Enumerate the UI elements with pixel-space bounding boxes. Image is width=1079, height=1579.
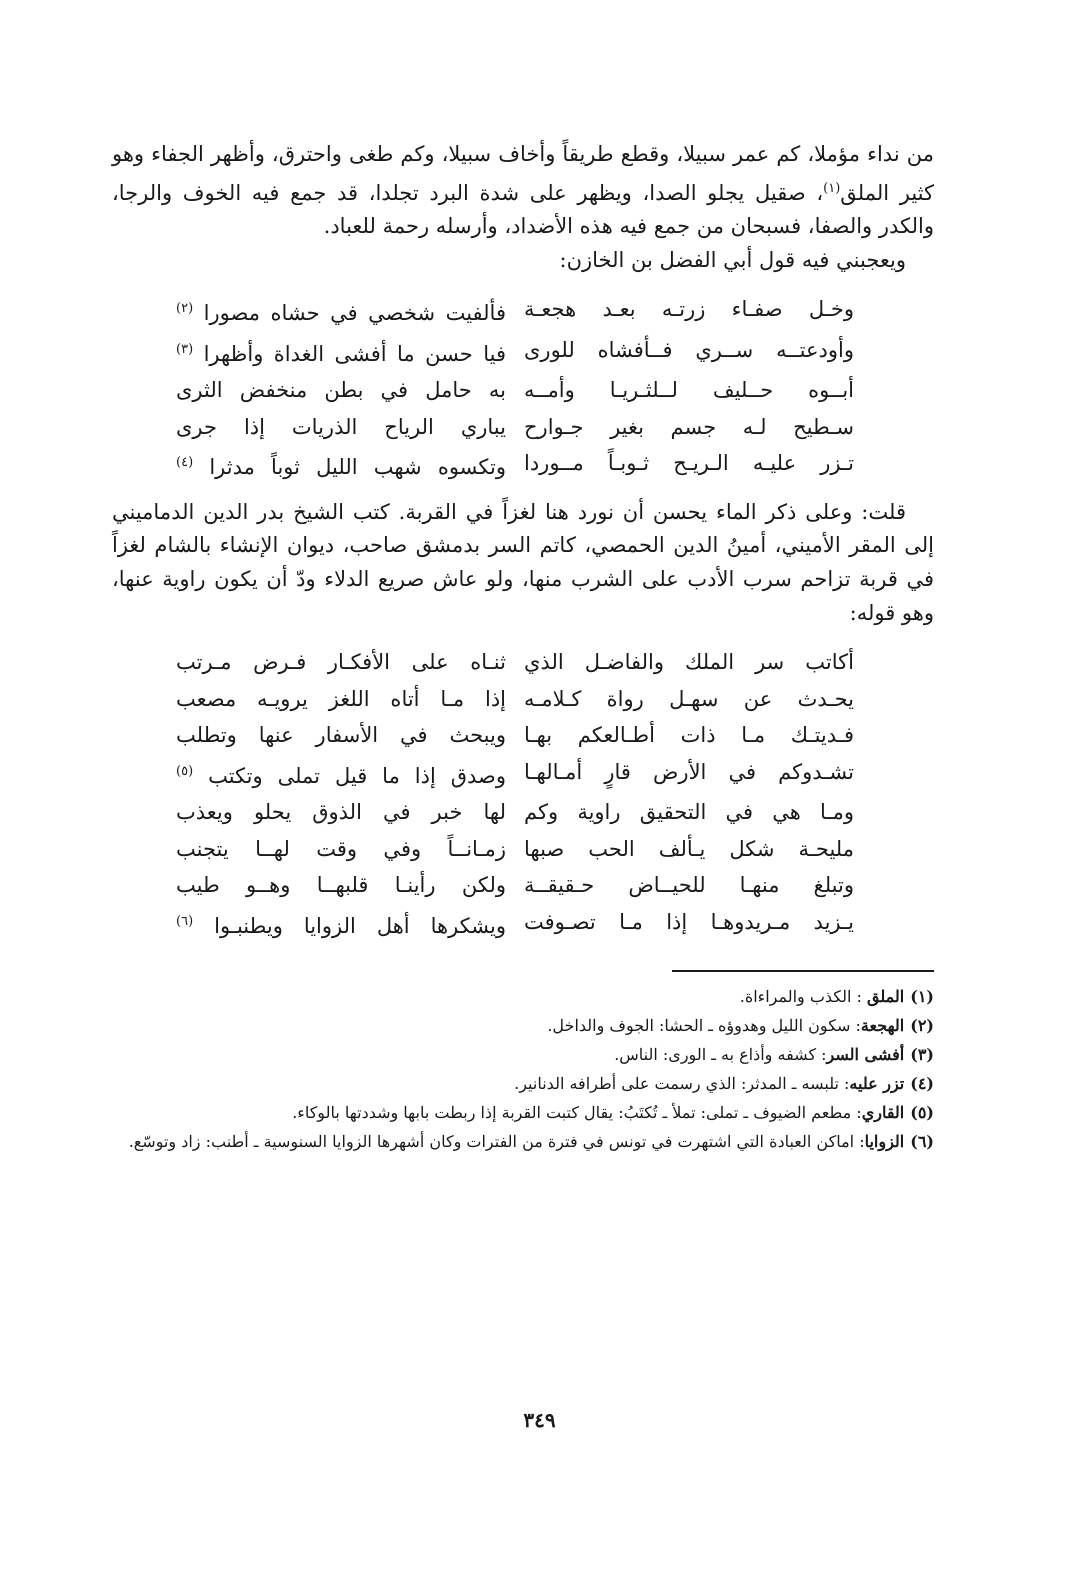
- poem-1-verse: [112, 409, 934, 446]
- footnote-text: [112, 1040, 904, 1069]
- footnote-number: (٤): [910, 1074, 934, 1094]
- paragraph-1-text: من نداء مؤملا، كم عمر سبيلا، وقطع طريقاً وأخاف سبيلا، وكم طغى واحترق، وأظهر الجفاء وهو كثير الملق: [112, 142, 934, 205]
- poem-2-verse: [112, 831, 934, 868]
- footnote-separator: :: [838, 1074, 850, 1094]
- hemistich-first: تشـدوكم في الأرض قارٍ أمـالهـا: [524, 759, 854, 784]
- hemistich-first: يـزيد مـريدوهـا إذا مـا تصـوفت: [524, 909, 854, 934]
- footnote-separator: :: [816, 1045, 827, 1065]
- footnote-term: القاري: [861, 1103, 905, 1123]
- footnote-text: [112, 982, 904, 1011]
- hemistich-second: [176, 831, 506, 868]
- footnote-definition: مطعم الضيوف ـ تملى: تملأ ـ تُكتَبُ: يقال كتبت القربة إذا ربطت بابها وشددتها بالوكاء.: [292, 1103, 852, 1123]
- poem-1-verse: [112, 372, 934, 409]
- footnote-number: (١): [910, 987, 934, 1007]
- paragraph-2: ويعجبني فيه قول أبي الفضل بن الخازن:: [559, 247, 906, 272]
- poem-2-verse: [112, 644, 934, 681]
- hemistich-second-text: ويشكرها أهل الزوايا ويطنبـوا: [214, 913, 506, 938]
- footnote-definition: سكون الليل وهدوؤه ـ الحشا: الجوف والداخل.: [547, 1016, 851, 1036]
- hemistich-second-text: زمـانــاً وفي وقت لهــا يتجنب: [176, 836, 506, 861]
- hemistich-second-text: ولكن رأينـا قلبهــا وهــو طيب: [176, 873, 506, 898]
- footnote-term: الملق: [867, 987, 905, 1007]
- footnote-number: (٥): [910, 1103, 934, 1123]
- hemistich-second-text: به حامل في بطن منخفض الثرى: [176, 378, 506, 403]
- poem-2-verse: [112, 867, 934, 904]
- paragraph-1-rest: ، صقيل يجلو الصدا، ويظهر على شدة البرد تجلدا، قد جمع فيه الخوف والرجا، والكدر والصفا، فسبحان من جمع فيه هذه الأضداد، وأرسله رحمة للعباد.: [112, 180, 934, 239]
- footnote-number: (٢): [910, 1016, 934, 1036]
- hemistich-second: [176, 717, 506, 754]
- footnote-ref: (٦): [176, 913, 194, 929]
- hemistich-second-text: لها خبر في الذوق يحلو ويعذب: [176, 800, 506, 825]
- footnote-text: [112, 1098, 904, 1127]
- footnote-definition: الكذب والمراءاة.: [739, 987, 852, 1007]
- hemistich-second: [176, 644, 506, 681]
- page-body: [112, 138, 934, 1156]
- hemistich-second: [176, 409, 506, 446]
- hemistich-second: [176, 445, 506, 486]
- hemistich-second-text: فألفيت شخصي في حشاه مصورا: [203, 301, 506, 326]
- hemistich-first: وأودعتــه ســري فــأفشاه للورى: [524, 337, 854, 362]
- poem-2-verse: [112, 794, 934, 831]
- footnote-ref: (٤): [176, 455, 194, 471]
- footnote-term: تزر عليه: [849, 1074, 905, 1094]
- hemistich-first: وخـل صفـاء زرتـه بعـد هجعـة: [524, 297, 854, 322]
- footnote-separator: :: [850, 1016, 861, 1036]
- poem-2-verse: [112, 681, 934, 718]
- hemistich-second: [176, 794, 506, 831]
- footnote-separator: :: [851, 1103, 862, 1123]
- footnote-definition: تلبسه ـ المدثر: الذي رسمت على أطرافه الدنانير.: [514, 1074, 839, 1094]
- paragraph-1: [112, 138, 934, 244]
- poem-2-verse: [112, 717, 934, 754]
- middle-prose: [112, 496, 934, 630]
- hemistich-first: أكاتب سر الملك والفاضـل الذي: [524, 650, 854, 675]
- footnote-number: (٦): [910, 1132, 934, 1152]
- footnote-term: الزوايا: [864, 1132, 905, 1152]
- footnote-ref: (٢): [176, 301, 194, 317]
- hemistich-second: [176, 332, 506, 373]
- footnote-term: الهجعة: [860, 1016, 905, 1036]
- footnote-item: [112, 982, 934, 1011]
- page-number: ٣٤٩: [523, 1408, 556, 1432]
- footnote-ref: (٥): [176, 763, 194, 779]
- hemistich-second-text: يباري الرياح الذريات إذا جرى: [176, 414, 506, 439]
- footnote-item: [112, 1011, 934, 1040]
- hemistich-second: [176, 754, 506, 795]
- hemistich-first: مليحـة شكل يـألف الحب صبها: [524, 836, 854, 861]
- footnote-number: (٣): [910, 1045, 934, 1065]
- hemistich-second-text: وتكسوه شهب الليل ثوباً مدثرا: [209, 455, 506, 480]
- poem-1-verse: [112, 332, 934, 373]
- hemistich-second: [176, 681, 506, 718]
- poem-1-verse: [112, 291, 934, 332]
- footnote-item: [112, 1040, 934, 1069]
- hemistich-second-text: إذا مـا أتاه اللغز يرويـه مصعب: [176, 686, 506, 711]
- intro-prose: [112, 138, 934, 277]
- poem-2-verse: [112, 904, 934, 945]
- footnote-ref: (٣): [176, 341, 194, 357]
- hemistich-first: يحـدث عن سهـل رواة كـلامـه: [524, 686, 854, 711]
- footnotes: [112, 982, 934, 1156]
- footnote-definition: اماكن العبادة التي اشتهرت في تونس في فترة من الفترات وكان أشهرها الزوايا السنوسية ـ أطنب: زاد وتوسّع.: [128, 1132, 855, 1152]
- hemistich-first: سـطيح لـه جسم بغير جـوارح: [524, 414, 854, 439]
- poem-2-verse: [112, 754, 934, 795]
- footnote-text: [112, 1011, 904, 1040]
- footnote-ref-1: (١): [823, 180, 841, 196]
- hemistich-second: [176, 904, 506, 945]
- footnote-divider: [672, 970, 934, 972]
- hemistich-second-text: ويبحث في الأسفار عنها وتطلب: [176, 723, 506, 748]
- hemistich-second-text: ثنـاه على الأفكـار فـرض مـرتب: [176, 650, 506, 675]
- hemistich-second: [176, 291, 506, 332]
- hemistich-first: فـديتـك مـا ذات أطـالعكم بهـا: [524, 723, 854, 748]
- poem-2: [112, 644, 934, 944]
- footnote-text: [112, 1069, 904, 1098]
- hemistich-first: تـزر عليـه الـريـح ثـوبـاً مــوردا: [524, 451, 854, 476]
- footnote-term: أفشى السر: [826, 1045, 905, 1065]
- footnote-item: [112, 1069, 934, 1098]
- hemistich-first: أبــوه حــليف لــلثـريـا وأمــه: [524, 378, 854, 403]
- hemistich-second: [176, 867, 506, 904]
- hemistich-first: ومـا هي في التحقيق راوية وكم: [524, 800, 854, 825]
- footnote-separator: :: [854, 1132, 865, 1152]
- hemistich-second: [176, 372, 506, 409]
- hemistich-first: وتبلغ منهـا للحيــاض حـقيقــة: [524, 873, 854, 898]
- poem-1: [112, 291, 934, 486]
- footnote-text: [112, 1127, 904, 1156]
- footnote-definition: كشفه وأذاع به ـ الورى: الناس.: [614, 1045, 817, 1065]
- paragraph-3: قلت: وعلى ذكر الماء يحسن أن نورد هنا لغزاً في القربة. كتب الشيخ بدر الدين الدماميني إلى المقر الأميني، أمينُ الدين الحمصي، كاتم السر بدمشق صاحب، ديوان الإنشاء بالشام لغزاً في قربة تزاحم سرب الأدب على الشرب منها، ولو عاش صريع الدلاء ودّ أن يكون راوية عنها، وهو قوله:: [112, 499, 934, 625]
- hemistich-second-text: فيا حسن ما أفشى الغداة وأظهرا: [203, 341, 506, 366]
- footnote-item: [112, 1098, 934, 1127]
- footnote-separator: :: [851, 987, 868, 1007]
- footnote-item: [112, 1127, 934, 1156]
- hemistich-second-text: وصدق إذا ما قيل تملى وتكتب: [208, 763, 507, 788]
- poem-1-verse: [112, 445, 934, 486]
